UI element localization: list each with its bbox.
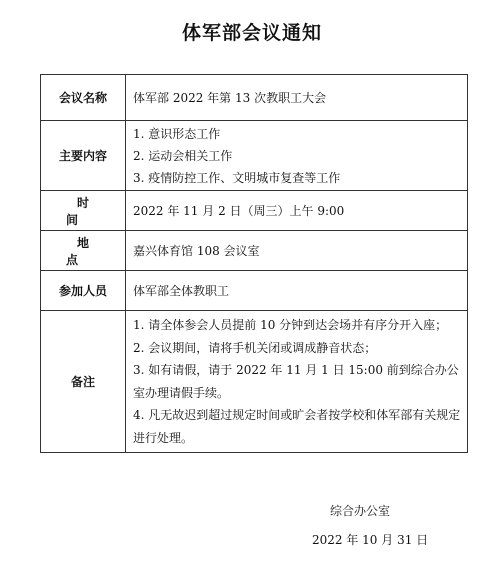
issuing-office: 综合办公室 (330, 504, 391, 518)
note-item: 4. 凡无故迟到超过规定时间或旷会者按学校和体军部有关规定进行处理。 (133, 408, 461, 445)
value-meeting-name: 体军部 2022 年第 13 次教职工大会 (126, 75, 468, 121)
label-meeting-name: 会议名称 (41, 75, 126, 121)
content-item: 1. 意识形态工作 (133, 126, 221, 141)
note-item: 1. 请全体参会人员提前 10 分钟到达会场并有序分开入座； (133, 318, 448, 332)
notice-table (40, 74, 468, 453)
row-time (41, 191, 468, 231)
note-item: 2. 会议期间，请将手机关闭或调成静音状态； (133, 340, 377, 355)
row-attendees (41, 271, 468, 311)
label-time: 时 间 (41, 191, 126, 231)
value-attendees: 体军部全体教职工 (126, 271, 468, 311)
content-item: 2. 运动会相关工作 (133, 148, 233, 163)
label-attendees: 参加人员 (41, 271, 126, 311)
label-notes: 备注 (41, 311, 126, 453)
value-place: 嘉兴体育馆 108 会议室 (126, 231, 468, 271)
row-main-content (41, 121, 468, 191)
row-meeting-name (41, 75, 468, 121)
note-item: 3. 如有请假，请于 2022 年 11 月 1 日 15:00 前到综合办公室办理请假手续。 (133, 363, 459, 400)
label-main-content: 主要内容 (41, 121, 126, 191)
content-item: 3. 疫情防控工作、文明城市复查等工作 (133, 170, 341, 185)
document-title: 体军部会议通知 (181, 22, 322, 44)
issue-date: 2022 年 10 月 31 日 (312, 533, 429, 547)
row-notes (41, 311, 468, 453)
label-place: 地 点 (41, 231, 126, 271)
value-time: 2022 年 11 月 2 日（周三）上午 9:00 (126, 191, 468, 231)
value-main-content (126, 121, 468, 191)
row-place (41, 231, 468, 271)
value-notes (126, 311, 468, 453)
